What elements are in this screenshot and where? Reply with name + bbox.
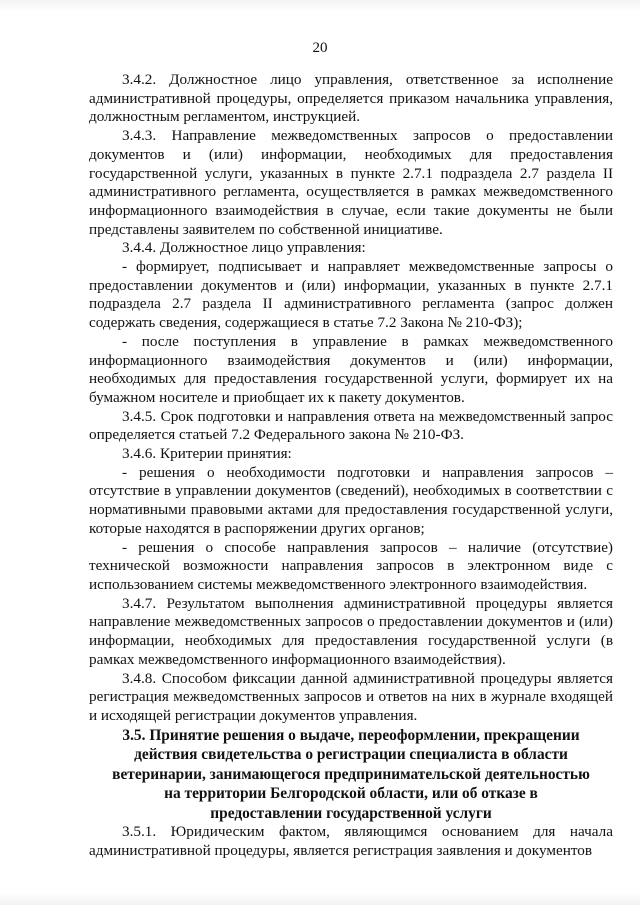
- document-body: [89, 71, 613, 861]
- paragraph-3-4-6: 3.4.6. Критерии принятия:: [122, 445, 292, 463]
- paragraph-3-4-3: 3.4.3. Направление межведомственных запросов о предоставлении документов и (или) информации, необходимых для предоставления государственной услуги, указанных в пункте 2.7.1 подраздела 2.7 раздела II административного регламента, осуществляется в рамках межведомственного информационного взаимодействия в случае, если такие документы не были представлены заявителем по собственной инициативе.: [89, 127, 613, 238]
- paragraph-3-4-4-item-1: - формирует, подписывает и направляет межведомственные запросы о предоставлении документов и (или) информации, указанных в пункте 2.7.1 подраздела 2.7 раздела II административного регламента (запрос должен содержать сведения, содержащиеся в статье 7.2 Закона № 210-ФЗ);: [89, 258, 613, 332]
- paragraph-3-4-4: 3.4.4. Должностное лицо управления:: [122, 239, 366, 257]
- page-number: 20: [312, 40, 328, 56]
- paragraph-3-4-2: 3.4.2. Должностное лицо управления, ответственное за исполнение административной процедуры, определяется приказом начальника управления, должностным регламентом, инструкцией.: [89, 71, 613, 126]
- paragraph-3-4-6-item-1: - решения о необходимости подготовки и направления запросов – отсутствие в управлении документов (сведений), необходимых в соответствии с нормативными правовыми актами для предоставления государственной услуги, которые находятся в распоряжении других органов;: [89, 463, 613, 537]
- paragraph-3-4-8: 3.4.8. Способом фиксации данной административной процедуры является регистрация межведомственных запросов и ответов на них в журнале входящей и исходящей регистрации документов управления.: [89, 669, 613, 724]
- paragraph-3-4-6-item-2: - решения о способе направления запросов – наличие (отсутствие) технической возможности направления запросов в электронном виде с использованием системы межведомственного электронного взаимодействия.: [89, 538, 613, 593]
- paragraph-3-4-5: 3.4.5. Срок подготовки и направления ответа на межведомственный запрос определяется статьей 7.2 Федерального закона № 210-ФЗ.: [89, 407, 613, 444]
- paragraph-3-4-4-item-2: - после поступления в управление в рамках межведомственного информационного взаимодействия документов и (или) информации, необходимых для предоставления государственной услуги, формирует их на бумажном носителе и приобщает их к пакету документов.: [89, 332, 613, 406]
- section-heading-3-5: 3.5. Принятие решения о выдаче, переоформлении, прекращении действия свидетельства о регистрации специалиста в области ветеринарии, занимающегося предпринимательской деятельностью на территории Белгородской области, или об отказе в предоставлении государственной услуги: [112, 726, 590, 822]
- paragraph-3-4-7: 3.4.7. Результатом выполнения административной процедуры является направление межведомственных запросов о предоставлении документов и (или) информации, необходимых для предоставления государственной услуги (в рамках межведомственного информационного взаимодействия).: [89, 594, 613, 668]
- paragraph-3-5-1: 3.5.1. Юридическим фактом, являющимся основанием для начала административной процедуры, является регистрация заявления и документов: [89, 823, 613, 859]
